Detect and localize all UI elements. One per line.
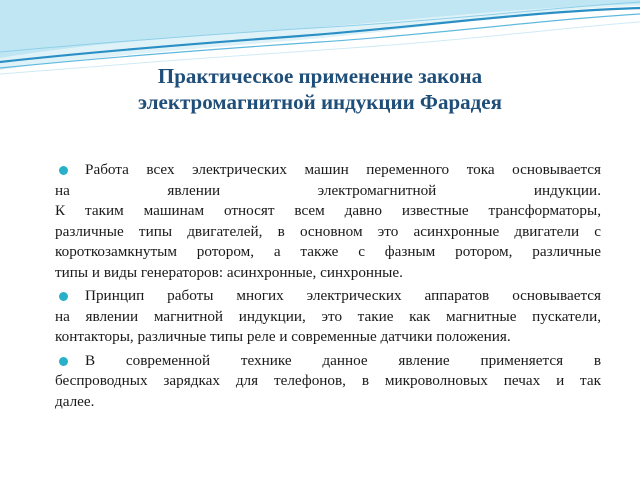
bullet-2-line-2: на явлении магнитной индукции, это такие как магнитные пускатели, bbox=[55, 307, 601, 325]
bullet-3-line-1: В современной технике данное явление применяется в bbox=[85, 351, 601, 369]
bullet-dot-icon bbox=[59, 292, 68, 301]
bullet-1-line-4: различные типы двигателей, в основном это асинхронные двигатели с bbox=[55, 222, 601, 240]
bullet-1-line-5: короткозамкнутым ротором, а также с фазным ротором, различные bbox=[55, 243, 601, 260]
title-line-1: Практическое применение закона bbox=[157, 64, 483, 88]
bullet-dot-icon bbox=[59, 357, 68, 366]
bullet-dot-icon bbox=[59, 166, 68, 175]
bullet-item-1 bbox=[55, 160, 601, 283]
bullet-item-2 bbox=[55, 286, 601, 348]
bullet-2-line-3: контакторы, различные типы реле и современные датчики положения. bbox=[55, 328, 511, 345]
bullet-1-line-3: К таким машинам относят всем давно известные трансформаторы, bbox=[55, 202, 601, 219]
bullet-3-line-3: далее. bbox=[55, 392, 95, 410]
title-line-2: электромагнитной индукции Фарадея bbox=[138, 90, 502, 114]
bullet-item-3 bbox=[55, 351, 601, 413]
bullet-1-line-1: Работа всех электрических машин переменного тока основывается bbox=[85, 161, 601, 178]
bullet-1-line-2: на явлении электромагнитной индукции. bbox=[55, 181, 601, 199]
bullet-2-line-1: Принцип работы многих электрических аппаратов основывается bbox=[85, 287, 601, 304]
bullet-3-line-2: беспроводных зарядках для телефонов, в микроволновых печах и так bbox=[55, 372, 601, 389]
bullet-list bbox=[55, 160, 601, 415]
bullet-1-line-6: типы и виды генераторов: асинхронные, синхронные. bbox=[55, 263, 403, 281]
slide-title bbox=[40, 63, 600, 115]
